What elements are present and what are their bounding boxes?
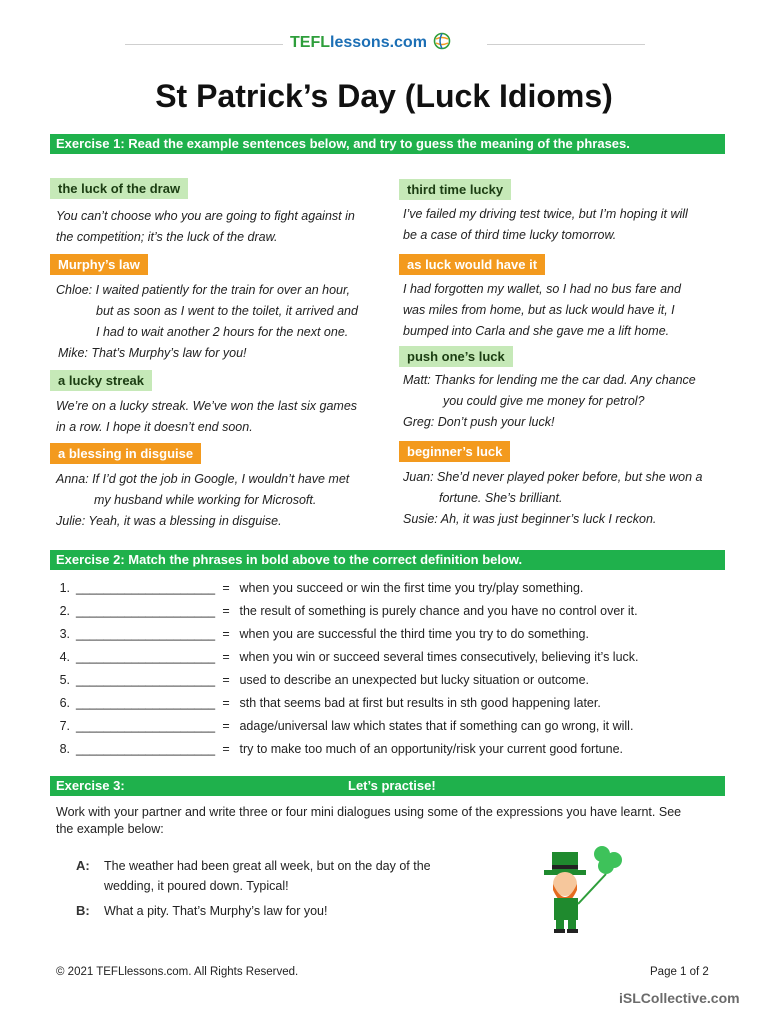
item-number: 2.: [59, 604, 70, 618]
example-line: Mike: That’s Murphy’s law for you!: [58, 346, 247, 360]
logo-suffix: lessons.com: [330, 34, 427, 51]
answer-blank[interactable]: ____________________: [76, 581, 216, 595]
definition-text: when you are successful the third time you try to do something.: [239, 627, 589, 641]
example-line: You can’t choose who you are going to fight against in: [56, 209, 355, 223]
example-line: Julie: Yeah, it was a blessing in disguise.: [56, 514, 282, 528]
definition-row: [50, 577, 639, 600]
equals-sign: =: [222, 719, 230, 733]
copyright-text: © 2021 TEFLlessons.com. All Rights Reserved.: [56, 966, 299, 978]
exercise-3-label: Exercise 3:: [56, 778, 125, 793]
example-line: but as soon as I went to the toilet, it arrived and: [96, 304, 358, 318]
exercise-3-subheading: Let’s practise!: [348, 778, 436, 793]
exercise-3-heading: [50, 776, 725, 796]
example-line: bumped into Carla and she gave me a lift home.: [403, 324, 670, 338]
equals-sign: =: [222, 673, 230, 687]
item-number: 7.: [59, 719, 70, 733]
phrase-push-ones-luck: push one’s luck: [399, 346, 513, 367]
header-rule-left: [125, 44, 283, 45]
item-number: 6.: [59, 696, 70, 710]
answer-blank[interactable]: ____________________: [76, 650, 216, 664]
definition-text: adage/universal law which states that if something can go wrong, it will.: [239, 719, 634, 733]
example-line: I had to wait another 2 hours for the next one.: [96, 325, 349, 339]
example-line: be a case of third time lucky tomorrow.: [403, 228, 617, 242]
definition-row: [50, 692, 639, 715]
answer-blank[interactable]: ____________________: [76, 627, 216, 641]
item-number: 5.: [59, 673, 70, 687]
watermark: iSLCollective.com: [619, 990, 740, 1006]
example-line: I’ve failed my driving test twice, but I’m hoping it will: [403, 207, 688, 221]
dialogue-text: What a pity. That’s Murphy’s law for you!: [104, 904, 328, 918]
definition-list: [50, 577, 639, 761]
exercise-2-heading: Exercise 2: Match the phrases in bold above to the correct definition below.: [50, 550, 725, 570]
example-beginners-luck: [403, 467, 703, 530]
example-line: my husband while working for Microsoft.: [94, 493, 317, 507]
equals-sign: =: [222, 742, 230, 756]
definition-row: [50, 715, 639, 738]
definition-text: when you succeed or win the first time you try/play something.: [239, 581, 584, 595]
item-number: 4.: [59, 650, 70, 664]
example-third-time-lucky: [403, 204, 688, 246]
speaker-label: A:: [76, 858, 90, 873]
example-blessing-in-disguise: [56, 469, 349, 532]
example-line: Matt: Thanks for lending me the car dad. Any chance: [403, 373, 696, 387]
item-number: 8.: [59, 742, 70, 756]
definition-text: sth that seems bad at first but results in sth good happening later.: [239, 696, 601, 710]
logo-prefix: TEFL: [290, 34, 330, 51]
page-number: Page 1 of 2: [650, 966, 709, 978]
example-push-ones-luck: [403, 370, 696, 433]
example-line: the competition; it’s the luck of the draw.: [56, 230, 278, 244]
example-murphys-law: [56, 280, 358, 364]
answer-blank[interactable]: ____________________: [76, 742, 216, 756]
equals-sign: =: [222, 604, 230, 618]
example-line: Susie: Ah, it was just beginner’s luck I reckon.: [403, 512, 657, 526]
definition-row: [50, 623, 639, 646]
page-title: St Patrick’s Day (Luck Idioms): [155, 78, 613, 114]
equals-sign: =: [222, 696, 230, 710]
example-line: Anna: If I’d got the job in Google, I wouldn’t have met: [56, 472, 350, 486]
dialogue-text: The weather had been great all week, but on the day of the: [104, 859, 431, 873]
example-as-luck-would-have-it: [403, 279, 681, 342]
phrase-as-luck-would-have-it: as luck would have it: [399, 254, 545, 275]
phrase-lucky-streak: a lucky streak: [50, 370, 152, 391]
answer-blank[interactable]: ____________________: [76, 673, 216, 687]
equals-sign: =: [222, 581, 230, 595]
example-line: in a row. I hope it doesn’t end soon.: [56, 420, 253, 434]
definition-text: the result of something is purely chance and you have no control over it.: [239, 604, 638, 618]
definition-text: when you win or succeed several times consecutively, believing it’s luck.: [239, 650, 639, 664]
dialogue-line-b: [76, 901, 431, 921]
exercise-1-heading: Exercise 1: Read the example sentences below, and try to guess the meaning of the phrases.: [50, 134, 725, 154]
speaker-label: B:: [76, 903, 90, 918]
dialogue-text: wedding, it poured down. Typical!: [104, 879, 289, 893]
answer-blank[interactable]: ____________________: [76, 719, 216, 733]
equals-sign: =: [222, 627, 230, 641]
globe-icon: [433, 32, 451, 50]
site-logo: [290, 32, 451, 52]
phrase-luck-of-the-draw: the luck of the draw: [50, 178, 188, 199]
phrase-blessing-in-disguise: a blessing in disguise: [50, 443, 201, 464]
definition-row: [50, 646, 639, 669]
definition-row: [50, 738, 639, 761]
definition-row: [50, 669, 639, 692]
example-line: We’re on a lucky streak. We’ve won the last six games: [56, 399, 358, 413]
item-number: 3.: [59, 627, 70, 641]
phrase-beginners-luck: beginner’s luck: [399, 441, 510, 462]
exercise-3-intro: Work with your partner and write three or four mini dialogues using some of the expressions you have learnt. See the example below:: [56, 805, 682, 836]
header-rule-right: [487, 44, 645, 45]
example-line: Greg: Don’t push your luck!: [403, 415, 555, 429]
example-dialogue: [76, 856, 431, 921]
example-line: Juan: She’d never played poker before, but she won a: [403, 470, 703, 484]
definition-row: [50, 600, 639, 623]
definition-text: used to describe an unexpected but lucky situation or outcome.: [239, 673, 590, 687]
phrase-third-time-lucky: third time lucky: [399, 179, 511, 200]
example-luck-of-the-draw: [56, 206, 355, 248]
dialogue-line-a: [76, 856, 431, 896]
definition-text: try to make too much of an opportunity/risk your current good fortune.: [239, 742, 624, 756]
example-line: fortune. She’s brilliant.: [439, 491, 563, 505]
example-line: I had forgotten my wallet, so I had no bus fare and: [403, 282, 681, 296]
example-line: Chloe: I waited patiently for the train for over an hour,: [56, 283, 350, 297]
answer-blank[interactable]: ____________________: [76, 604, 216, 618]
equals-sign: =: [222, 650, 230, 664]
leprechaun-illustration: [536, 838, 636, 934]
example-lucky-streak: [56, 396, 357, 438]
phrase-murphys-law: Murphy’s law: [50, 254, 148, 275]
answer-blank[interactable]: ____________________: [76, 696, 216, 710]
item-number: 1.: [59, 581, 70, 595]
example-line: you could give me money for petrol?: [443, 394, 645, 408]
example-line: was miles from home, but as luck would have it, I: [403, 303, 675, 317]
